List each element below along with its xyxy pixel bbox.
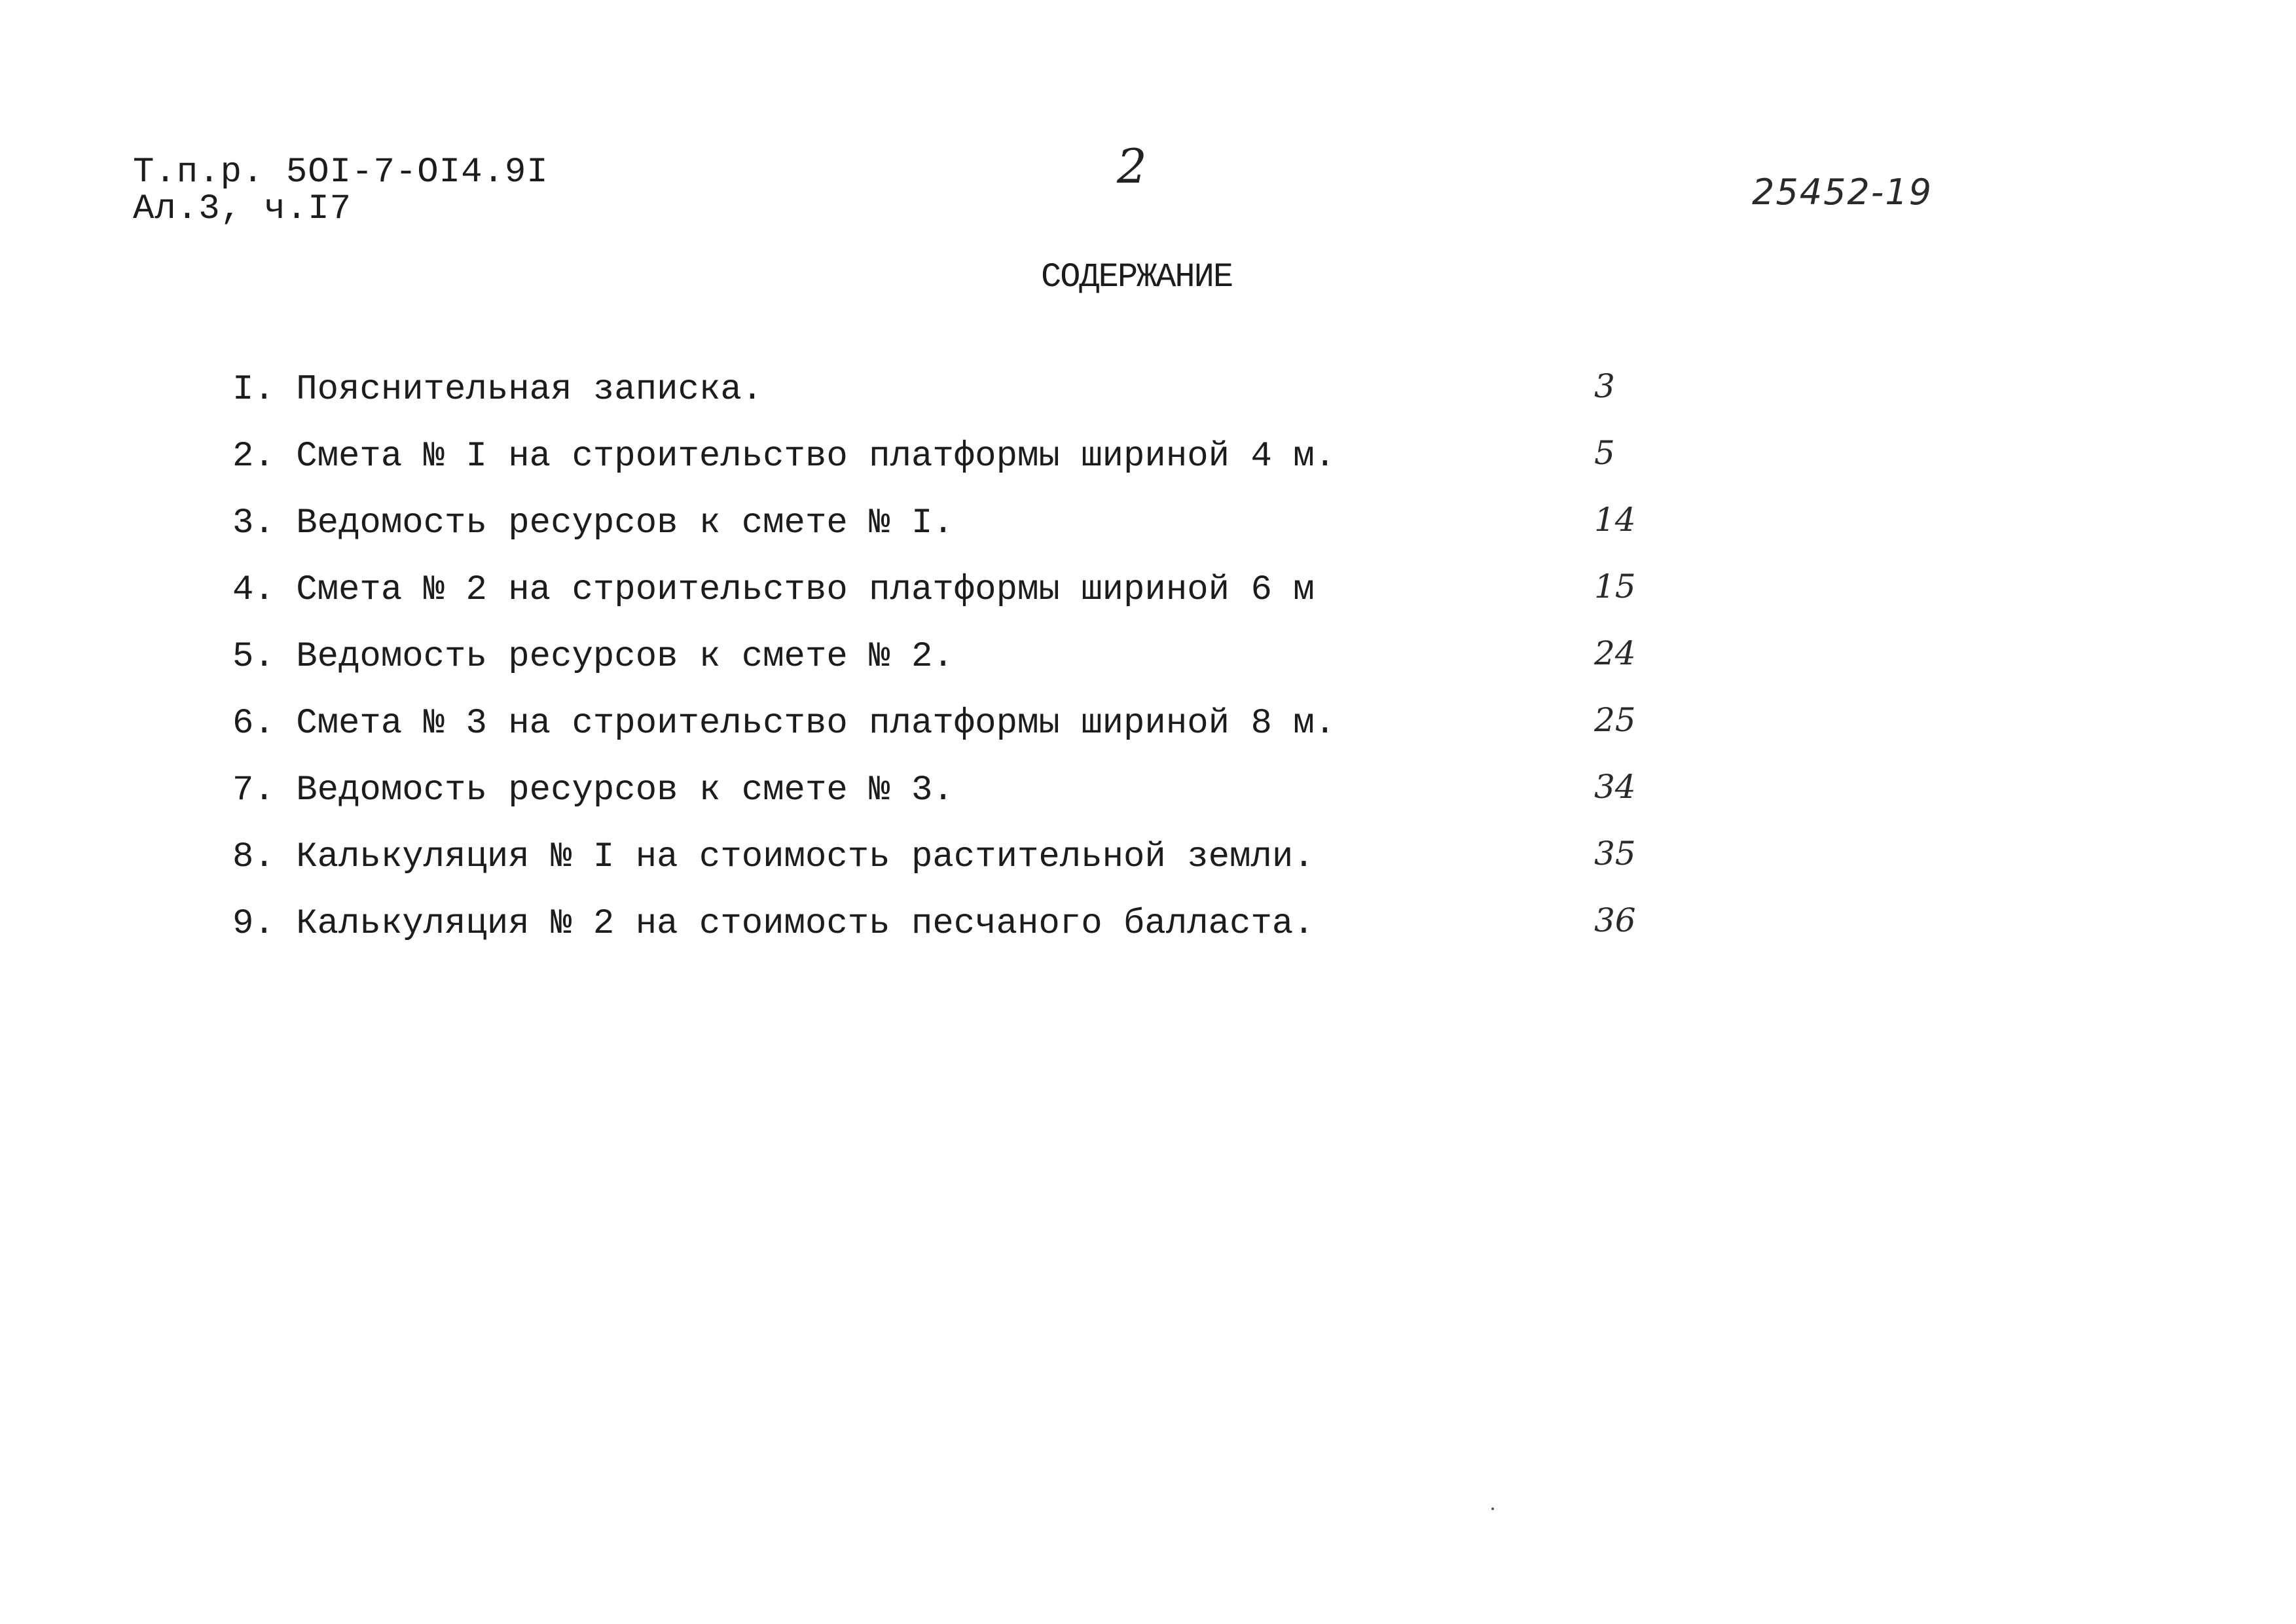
- toc-item-page: 14: [1594, 501, 1636, 539]
- table-of-contents: [232, 367, 1673, 967]
- toc-item-page: 5: [1594, 434, 1615, 472]
- toc-item-label: 2. Смета № I на строительство платформы шириной 4 м.: [232, 437, 1336, 477]
- toc-item-page: 25: [1594, 701, 1636, 739]
- handwritten-inventory-number: 25452-19: [1752, 171, 1933, 213]
- toc-item: [232, 567, 1673, 634]
- toc-item-page: 35: [1594, 835, 1636, 873]
- toc-item-page: 34: [1594, 768, 1636, 806]
- toc-item: [232, 834, 1673, 901]
- document-code: [133, 154, 549, 228]
- toc-item: [232, 634, 1673, 700]
- toc-item-label: 6. Смета № 3 на строительство платформы шириной 8 м.: [232, 704, 1336, 744]
- toc-item: [232, 767, 1673, 834]
- document-code-line-2: Ал.3, ч.I7: [133, 189, 352, 229]
- toc-item-page: 15: [1594, 568, 1636, 605]
- toc-item: [232, 500, 1673, 567]
- toc-item-label: 9. Калькуляция № 2 на стоимость песчаного балласта.: [232, 904, 1315, 944]
- scan-speck: [1491, 1507, 1494, 1510]
- toc-item: [232, 433, 1673, 500]
- document-code-line-1: Т.п.р. 5OI-7-OI4.9I: [133, 153, 549, 192]
- handwritten-page-number: 2: [1117, 139, 1147, 194]
- toc-item-label: 4. Смета № 2 на строительство платформы шириной 6 м: [232, 570, 1315, 610]
- toc-item-label: 5. Ведомость ресурсов к смете № 2.: [232, 637, 954, 677]
- toc-item-label: 8. Калькуляция № I на стоимость растительной земли.: [232, 837, 1315, 877]
- toc-item-label: I. Пояснительная записка.: [232, 370, 763, 410]
- toc-item: [232, 700, 1673, 767]
- toc-item-label: 7. Ведомость ресурсов к смете № 3.: [232, 770, 954, 810]
- toc-item: [232, 367, 1673, 433]
- toc-title: СОДЕРЖАНИЕ: [1041, 258, 1233, 297]
- toc-item-page: 24: [1594, 634, 1636, 672]
- toc-item: [232, 901, 1673, 967]
- toc-item-label: 3. Ведомость ресурсов к смете № I.: [232, 503, 954, 543]
- toc-item-page: 3: [1594, 367, 1615, 405]
- toc-item-page: 36: [1594, 901, 1636, 939]
